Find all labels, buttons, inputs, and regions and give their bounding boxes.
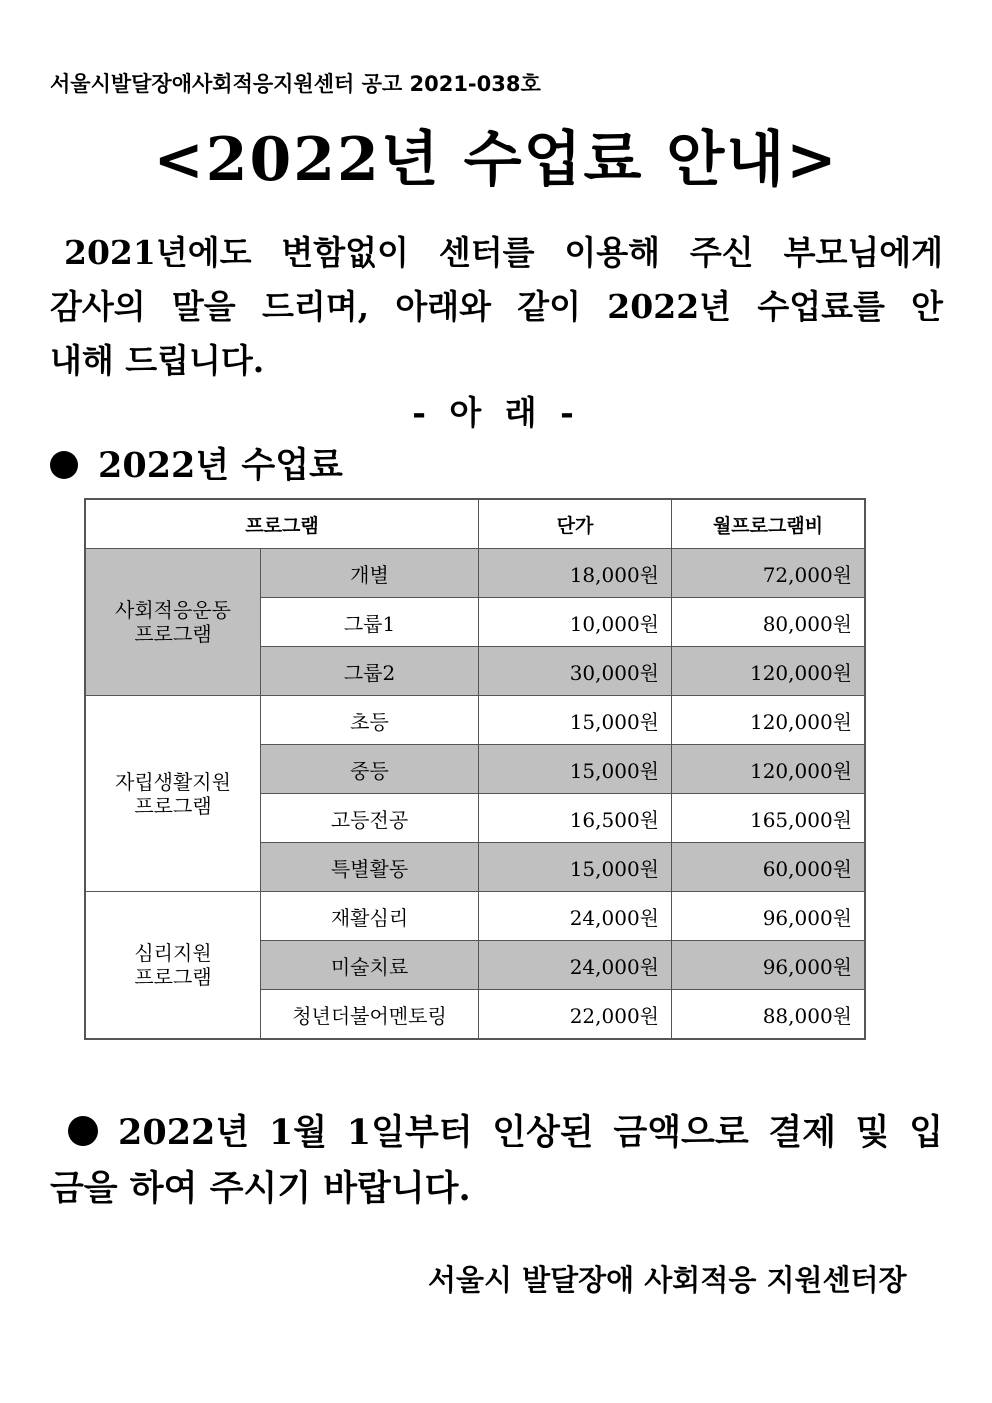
- unit-price-cell: 15,000원: [479, 745, 672, 794]
- category-cell: [85, 696, 261, 892]
- program-cell: 재활심리: [261, 892, 479, 941]
- category-cell: [85, 549, 261, 696]
- program-cell: 개별: [261, 549, 479, 598]
- table-row: [85, 892, 865, 941]
- unit-price-cell: 18,000원: [479, 549, 672, 598]
- category-line: 자립생활지원: [115, 769, 231, 794]
- header-unit-price: 단가: [479, 499, 672, 549]
- category-line: 프로그램: [134, 793, 212, 818]
- monthly-fee-cell: 60,000원: [672, 843, 866, 892]
- intro-line-3: 내해 드립니다.: [50, 341, 265, 380]
- program-cell: 초등: [261, 696, 479, 745]
- category-line: 프로그램: [134, 965, 212, 989]
- section-title: 2022년 수업료: [98, 445, 343, 486]
- program-cell: 그룹2: [261, 647, 479, 696]
- monthly-fee-cell: 120,000원: [672, 696, 866, 745]
- program-cell: 고등전공: [261, 794, 479, 843]
- page-title: <2022년 수업료 안내>: [153, 125, 839, 195]
- signature: 서울시 발달장애 사회적응 지원센터장: [428, 1263, 907, 1297]
- arae-heading: - 아 래 -: [412, 393, 580, 432]
- table-header-row: [85, 499, 865, 549]
- category-line: 프로그램: [134, 622, 212, 646]
- header-program: 프로그램: [85, 499, 479, 549]
- bullet-icon: [50, 451, 78, 479]
- unit-price-cell: 10,000원: [479, 598, 672, 647]
- program-cell: 청년더불어멘토링: [261, 990, 479, 1040]
- closing-line-1: 2022년 1월 1일부터 인상된 금액으로 결제 및 입: [118, 1112, 943, 1153]
- program-cell: 특별활동: [261, 843, 479, 892]
- closing-paragraph: [50, 1105, 943, 1217]
- notice-number: 서울시발달장애사회적응지원센터 공고 2021-038호: [50, 72, 541, 96]
- category-line: 심리지원: [134, 941, 212, 965]
- unit-price-cell: 24,000원: [479, 892, 672, 941]
- monthly-fee-cell: 120,000원: [672, 745, 866, 794]
- intro-line-1: 2021년에도 변함없이 센터를 이용해 주신 부모님에게: [64, 233, 943, 272]
- category-cell: [85, 892, 261, 1040]
- unit-price-cell: 16,500원: [479, 794, 672, 843]
- unit-price-cell: 22,000원: [479, 990, 672, 1040]
- section-heading: [50, 438, 343, 488]
- program-cell: 그룹1: [261, 598, 479, 647]
- unit-price-cell: 30,000원: [479, 647, 672, 696]
- monthly-fee-cell: 96,000원: [672, 941, 866, 990]
- unit-price-cell: 24,000원: [479, 941, 672, 990]
- header-monthly-fee: 월프로그램비: [672, 499, 866, 549]
- monthly-fee-cell: 88,000원: [672, 990, 866, 1040]
- monthly-fee-cell: 96,000원: [672, 892, 866, 941]
- monthly-fee-cell: 120,000원: [672, 647, 866, 696]
- category-line: 사회적응운동: [115, 598, 231, 622]
- program-cell: 미술치료: [261, 941, 479, 990]
- unit-price-cell: 15,000원: [479, 843, 672, 892]
- monthly-fee-cell: 80,000원: [672, 598, 866, 647]
- program-cell: 중등: [261, 745, 479, 794]
- bullet-icon: [68, 1116, 98, 1146]
- unit-price-cell: 15,000원: [479, 696, 672, 745]
- table-row: [85, 549, 865, 598]
- monthly-fee-cell: 165,000원: [672, 794, 866, 843]
- closing-line-2: 금을 하여 주시기 바랍니다.: [50, 1168, 471, 1209]
- monthly-fee-cell: 72,000원: [672, 549, 866, 598]
- intro-line-2: 감사의 말을 드리며, 아래와 같이 2022년 수업료를 안: [50, 287, 943, 326]
- intro-paragraph: [50, 226, 943, 388]
- fee-table: [84, 498, 866, 1040]
- table-row: [85, 696, 865, 745]
- closing-line-1-wrap: [50, 1105, 943, 1161]
